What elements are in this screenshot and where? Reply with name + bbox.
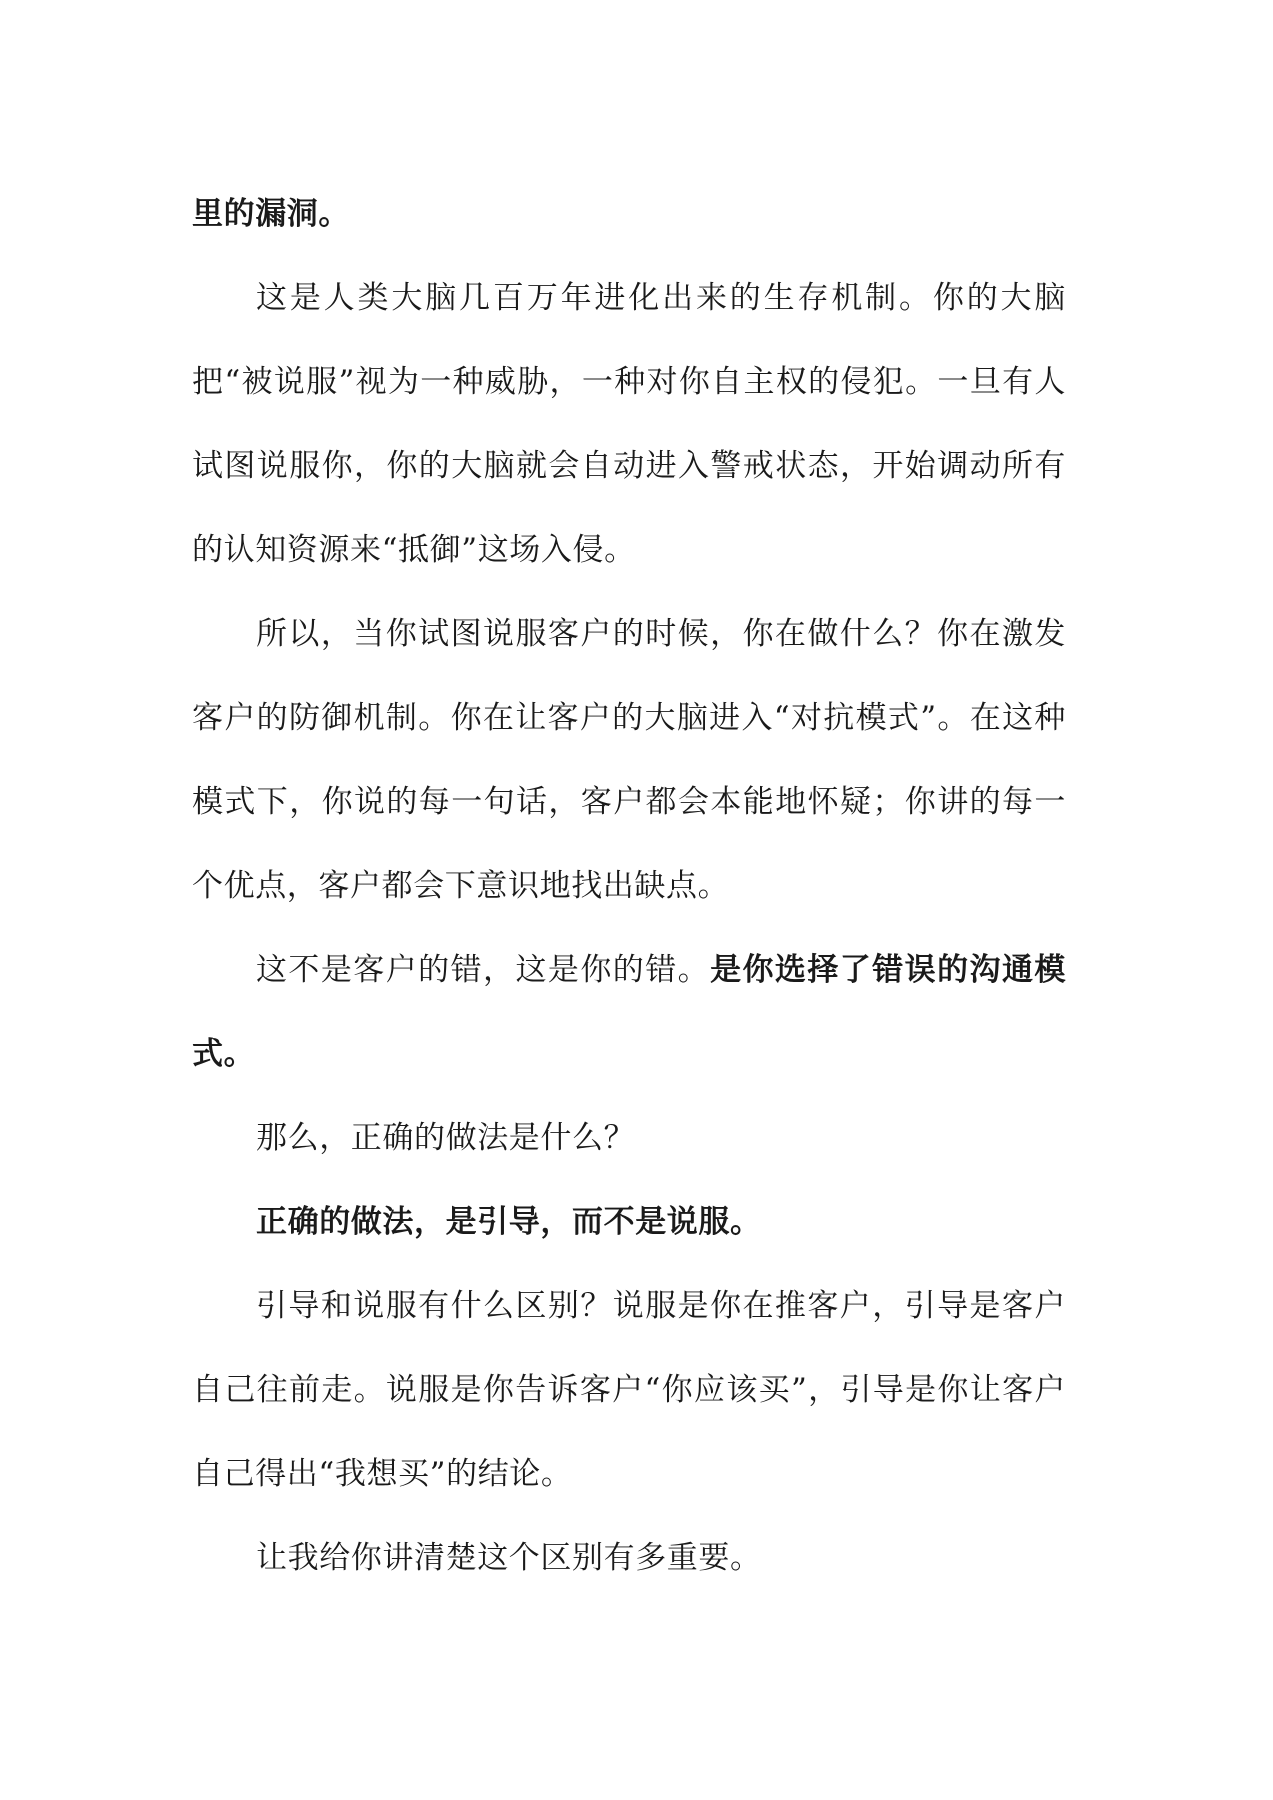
bold-text: 正确的做法，是引导，而不是说服。 [256,1204,762,1240]
paragraph [192,928,1066,1096]
paragraph [192,1516,1066,1600]
text-run: 引导和说服有什么区别？说服是你在推客户，引导是客户自己往前走。说服是你告诉客户“你应该买”，引导是你让客户自己得出“我想买”的结论。 [192,1288,1066,1492]
text-run: 让我给你讲清楚这个区别有多重要。 [256,1540,762,1576]
paragraph [192,172,1066,256]
paragraph [192,256,1066,592]
text-run: 这是人类大脑几百万年进化出来的生存机制。你的大脑把“被说服”视为一种威胁，一种对你自主权的侵犯。一旦有人试图说服你，你的大脑就会自动进入警戒状态，开始调动所有的认知资源来“抵御”这场入侵。 [192,280,1066,568]
paragraph [192,1264,1066,1516]
text-run: 这不是客户的错，这是你的错。 [256,952,711,988]
bold-text: 里的漏洞。 [192,196,350,232]
text-run: 那么，正确的做法是什么？ [256,1120,636,1156]
body-text [192,172,1066,1600]
text-run: 所以，当你试图说服客户的时候，你在做什么？你在激发客户的防御机制。你在让客户的大脑进入“对抗模式”。在这种模式下，你说的每一句话，客户都会本能地怀疑；你讲的每一个优点，客户都会下意识地找出缺点。 [192,616,1066,904]
paragraph [192,1180,1066,1264]
paragraph [192,1096,1066,1180]
paragraph [192,592,1066,928]
bold-text: 是你选择了错误的沟通模式。 [192,952,1066,1072]
